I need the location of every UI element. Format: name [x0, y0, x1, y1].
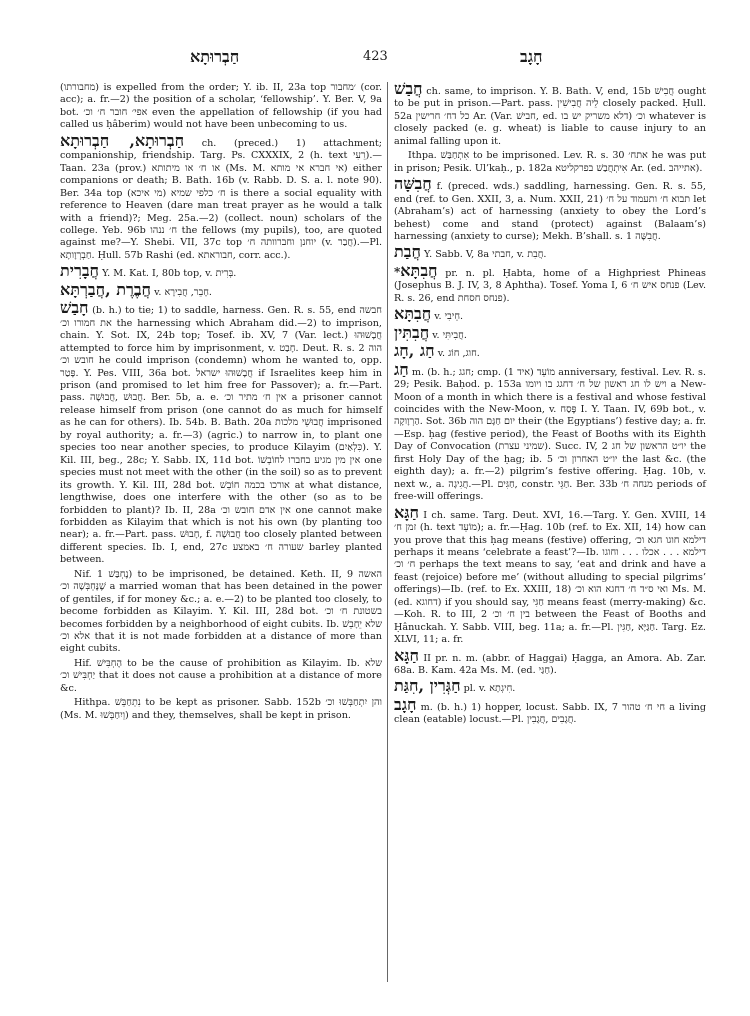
- dictionary-entry: [394, 359, 707, 504]
- dictionary-entry: [60, 569, 382, 656]
- entry-asterisk: *: [394, 264, 401, 279]
- entry-text: v. חוג, חוֹג.: [437, 348, 480, 360]
- page-header: [0, 47, 750, 71]
- entry-headword: חֲבִתָּא: [394, 304, 432, 324]
- entry-headword: חָגָב: [394, 694, 417, 714]
- entry-headword: חֲבֶרֶת ,חֲבַרְתָּא: [60, 279, 152, 299]
- dictionary-entry: [394, 676, 706, 696]
- entry-headword: חֲבָרִית: [60, 261, 99, 281]
- right-column: [394, 79, 707, 729]
- column-divider: [387, 82, 388, 982]
- entry-text: v. חֵיבִי.: [434, 311, 464, 323]
- entry-text: ch. same, to imprison. Y. B. Bath. V, end, 15b חֲבִישׁ ought to be put in prison.—Part. pass. לֵיה חֲבִישִׁין closely packed. Ḥull. 52a כל דח׳ חרישין Ar. (Var. חבישׁ, ed. וכ׳ (דלא משריק יש בו whatever is closely packed (e. g. wheat) is liable to cause injury to an animal falling upon it.: [394, 86, 706, 147]
- entry-headword: חַג ,חָג: [394, 341, 435, 361]
- dictionary-entry: [394, 150, 706, 175]
- entry-text: pl. v. חִיגְתָא.: [463, 683, 516, 695]
- entry-headword: חַגָּא: [394, 502, 420, 522]
- entry-text: II pr. n. m. (abbr. of Haggai) Ḥagga, an Amora. Ab. Zar. 68a. B. Kam. 42a Ms. M. (ed. חַגַּי).: [394, 652, 706, 677]
- entry-text: m. (b. h.) 1) hopper, locust. Sabb. IX, 7 חי ח׳ טהור a living clean (eatable) locust.—Pl. חֲגָבִים ,חֲגָבִין.: [394, 701, 706, 726]
- entry-headword: חַגְּרִין ,חִגַּת: [394, 676, 461, 696]
- dictionary-entry: [394, 322, 706, 342]
- entry-headword: חֲבַת: [394, 242, 421, 262]
- entry-headword: חַבְרוּתָא, חַבְרוּתָא: [60, 130, 185, 150]
- entry-headword: חֲבִתָּא: [400, 260, 438, 280]
- entry-text: pr. n. pl. Ḥabta, home of a Highpriest Phineas (Josephus B. J. IV, 3, 8 Aphtha). Tosef. Yoma I, 6 פנחס איש ח׳ (Lev. R. s. 26, end פנחס חסחת).: [394, 267, 706, 304]
- entry-text: (מחבורתו) is expelled from the order; Y. ib. II, 23a top ׳מחבור (cor. acc); a. fr.—2) the position of a scholar, ‘fellowship’. Y. Ber. V, 9a bot. אפי׳ חובר ח׳ וכ׳ even the appellation of fellowship (if you had called us ḥâberim) would not have been unbecoming to us.: [60, 82, 383, 131]
- entry-text: (b. h.) to tie; 1) to saddle, harness. Gen. R. s. 55, end חבשה את חמורו וכ׳ the harnessing which Abraham did.—2) to imprison, chain. Y. Sot. IX, 24b top; Tosef. ib. XV, 7 (Var. lect.) חֲבָשׁוּהוּ attempted to force him by imprisonment, v. חָבַט. Deut. R. s. 2 הוה חובש וכ׳ he could imprison (condemn) whom he wanted to, opp. פָּטַר. Y. Pes. VIII, 36a bot. חֲבָשׁוּהוּ ישראל if Israelites keep him in prison (and promised to let him free for Passover); a. fr.—Part. pass. חֲבוּשׁ ,חֲבוּשָׁה. Ber. 5b, a. e. אין ח׳ מתיר וכ׳ a prisoner cannot release himself from prison (one cannot do as much for himself as he can for others). Ib. 54b. B. Bath. 20a חֲבוּשֵׁי מלכות imprisoned by royal authority; a. fr.—3) (agric.) to narrow in, to plant one species too near another species, to produce Kilayim (כִּלְאַיִם). Y. Kil. III, beg., 28c; Y. Sabb. IX, 11d bot. אין מין מגיע בחברו לחוֹבְשׁוֹ one species must not meet with the other (in the soil) so as to prevent its growth. Y. Kil. III, 28d bot. אורכו בכמה חוֹבֵשׁ at what distance, lengthwise, does one interfere with the other (so as to be forbidden to plant)? Ib. II, 28a אין אדם חובש וכ׳ one cannot make forbidden as Kilayim that which is not his own (by planting too near); a. fr.—Part. pass. חָבוּשׁ, f. חֲבוּשָׁה too closely planted between different species. Ib. I, end, 27c שעורה ח׳ באמצע barley planted between.: [60, 305, 383, 566]
- entry-text: ch. (preced.) 1) attachment; companionship, friendship. Targ. Ps. CXXXIX, 2 (h. text רֵעִי).—Taan. 23a (prov.) או ח׳ או מיתותא (Ms. M. אי חברא אי מותא) either companions or death; B. Bath. 16b (v. Rabb. D. S. a. l. note 90). Ber. 34a top ח׳ כלפי שמיא (מי איכא) is there a social equality with reference to Heaven (dare man treat prayer as he would a talk with a friend)?; Meg. 25a.—2) (collect. noun) scholars of the college. Yeb. 96b ח׳ ננהו the fellows (my pupils), too, are quoted against me?—Y. Shebi. VII, 37c top יוחנן וחברוותה ח׳ (v. חֲבַר).—Pl. חַבְרְוָותָא. Ḥull. 57b Rashi (ed. חבוראתא, corr. acc.).: [60, 137, 382, 261]
- entry-headword: חַג: [394, 359, 409, 379]
- entry-text: m. (b. h.; חגג; cmp. מוֹעֵד (איד 1) anniversary, festival. Lev. R. s. 29; Pesik. Baḥod. p. 153a ויש לו חג ראשון של ח׳ דחגג בו ויומו a New-Moon of a month in which there is a festival and whose festival coincides with the New-Moon, v. פֶּסַח I. Y. Taan. IV, 69b bot., v. הַרְוָוקָה. Sot. 36b יום חַגָּם הוה their (the Egyptians’) festive day; a. fr.—Esp. ḥag (festive period), the Feast of Booths with its Eighth Day of Convocation (שמיני עצרת). Succ. IV, 2 יו״ט הראשון של חג the first Holy Day of the ḥag; ib. 5 יו״ט האחרון וכ׳ the last &c. (the eighth day); a. fr.—2) pilgrim’s festive offering. Ḥag. 10b, v. next w., a. חֲגִיגָה.—Pl. חַגִּים, constr. חַגֵּי. Ber. 33b מנחה ח׳ periods of free-will offerings.: [394, 366, 707, 503]
- entry-headword: חֲבַשׁ: [394, 79, 423, 98]
- entry-headword: חַגָּא: [394, 645, 420, 665]
- left-running-head: חַבְרוּתָא: [190, 47, 240, 66]
- dictionary-entry: [394, 694, 706, 727]
- page-number: 423: [363, 49, 388, 64]
- entry-headword: חֲבִתִּין: [394, 322, 430, 342]
- dictionary-entry: [60, 130, 382, 263]
- right-running-head: חָגָב: [520, 47, 543, 66]
- dictionary-entry: [60, 82, 382, 132]
- entry-text: Hithpa. נִתְחַבֵּשׁ to be kept as prisoner. Sabb. 152b והן יִתְחַבְּשׁוּ וכ׳ (Ms. M. וְיִחַבְּשׁוּ) and they, themselves, shall be kept in prison.: [60, 697, 382, 721]
- dictionary-entry: [394, 645, 706, 678]
- entry-headword: חָבַשׁ: [60, 298, 89, 318]
- dictionary-entry: [60, 697, 382, 722]
- dictionary-entry: [394, 260, 706, 305]
- entry-text: I ch. same. Targ. Deut. XVI, 16.—Targ. Y. Gen. XVIII, 14 זמן ח׳ (h. text מוֹעֵד); a. fr.—Ḥag. 10b (ref. to Ex. XII, 14) how can you prove that this ḥag means (festive) offering, דילמא חוגו חגא וכ׳ perhaps it means ‘celebrate a feast’?—Ib. דילמא . . . אכלו . . . וחוגו ח׳ וכ׳ perhaps the text means to say, ‘eat and drink and have a feast (rejoice) before me’ (without alluding to special pilgrims’ offerings)—Ib. (ref. to Ex. XXIII, 18) ואי ס״ד ח׳ דחגא הוא וכ׳ Ms. M. (ed. דחוגא) if you should say, חַגִּי means feast (merry-making) &c.—Koh. R. to III, 2 בין ח׳ וכ׳ between the Feast of Booths and Ḥânuckah. Y. Sabb. VIII, beg. 11a; a. fr.—Pl. חַגַּיָּא ,חַגִּין. Targ. Ez. XLVI, 11; a. fr.: [394, 509, 707, 646]
- entry-text: v. חָבֵר, חֲבִירָא.: [154, 286, 212, 298]
- left-column: [60, 82, 382, 724]
- entry-text: v. חֲבִיתִּי.: [432, 329, 467, 341]
- dictionary-entry: [394, 242, 706, 262]
- dictionary-entry: [394, 341, 706, 361]
- entry-text: f. (preced. wds.) saddling, harnessing. Gen. R. s. 55, end (ref. to Gen. XXII, 3, a. Num. XXII, 21) תבוא ח׳ ותעמוד על ח׳ let (Abraham’s) act of harnessing (anxiety to obey the Lord’s behest) come and stand (protect) against (Balaam’s) harnessing (anxiety to curse); Mekh. B’shall. s. 1 חֲבִשָּׁה.: [394, 181, 706, 242]
- dictionary-entry: [394, 174, 706, 243]
- dictionary-entry: [60, 279, 382, 299]
- dictionary-entry: [60, 298, 383, 567]
- entry-headword: חֲבִשָּׁה: [394, 174, 432, 194]
- entry-text: Y. Sabb. V, 8a חבתי, v. חֲבִת.: [424, 249, 547, 261]
- dictionary-entry: [60, 658, 382, 695]
- dictionary-entry: [394, 79, 706, 148]
- entry-text: Ithpa. אִתְחַבַּשׁ to be imprisoned. Lev. R. s. 30 אתח׳ he was put in prison; Pesik. Ul’kaḥ., p. 182a אִיתְחֲבַשׁ בפרקליטא Ar. (ed. אתייהב).: [394, 150, 706, 174]
- dictionary-entry: [394, 304, 706, 324]
- dictionary-entry: [394, 502, 707, 647]
- entry-text: Hif. הֶחְבִּישׁ to be the cause of prohibition as Kilayim. Ib. שלא יַחְבִּישׁ וכ׳ that it does not cause a prohibition at a distance of more &c.: [60, 657, 382, 694]
- entry-text: Nif. נֶחְבַּשׁ 1) to be imprisoned, be detained. Keth. II, 9 האשה שֶׁנֶּחְבְּשָׁה וכ׳ a married woman that has been detained in the power of gentiles, if for money &c.; a. e.—2) to be planted too closely, to become forbidden as Kilayim. Y. Kil. III, 28d bot. בשטונת ח׳ וכ׳ becomes forbidden by a neighborhood of eight cubits. Ib. שלא יֵחָבֵשׁ אלא וכ׳ that it is not made forbidden at a distance of more than eight cubits.: [60, 568, 382, 655]
- entry-text: Y. M. Kat. I, 80b top, v. בְּרִית.: [102, 268, 237, 280]
- dictionary-entry: [60, 261, 382, 281]
